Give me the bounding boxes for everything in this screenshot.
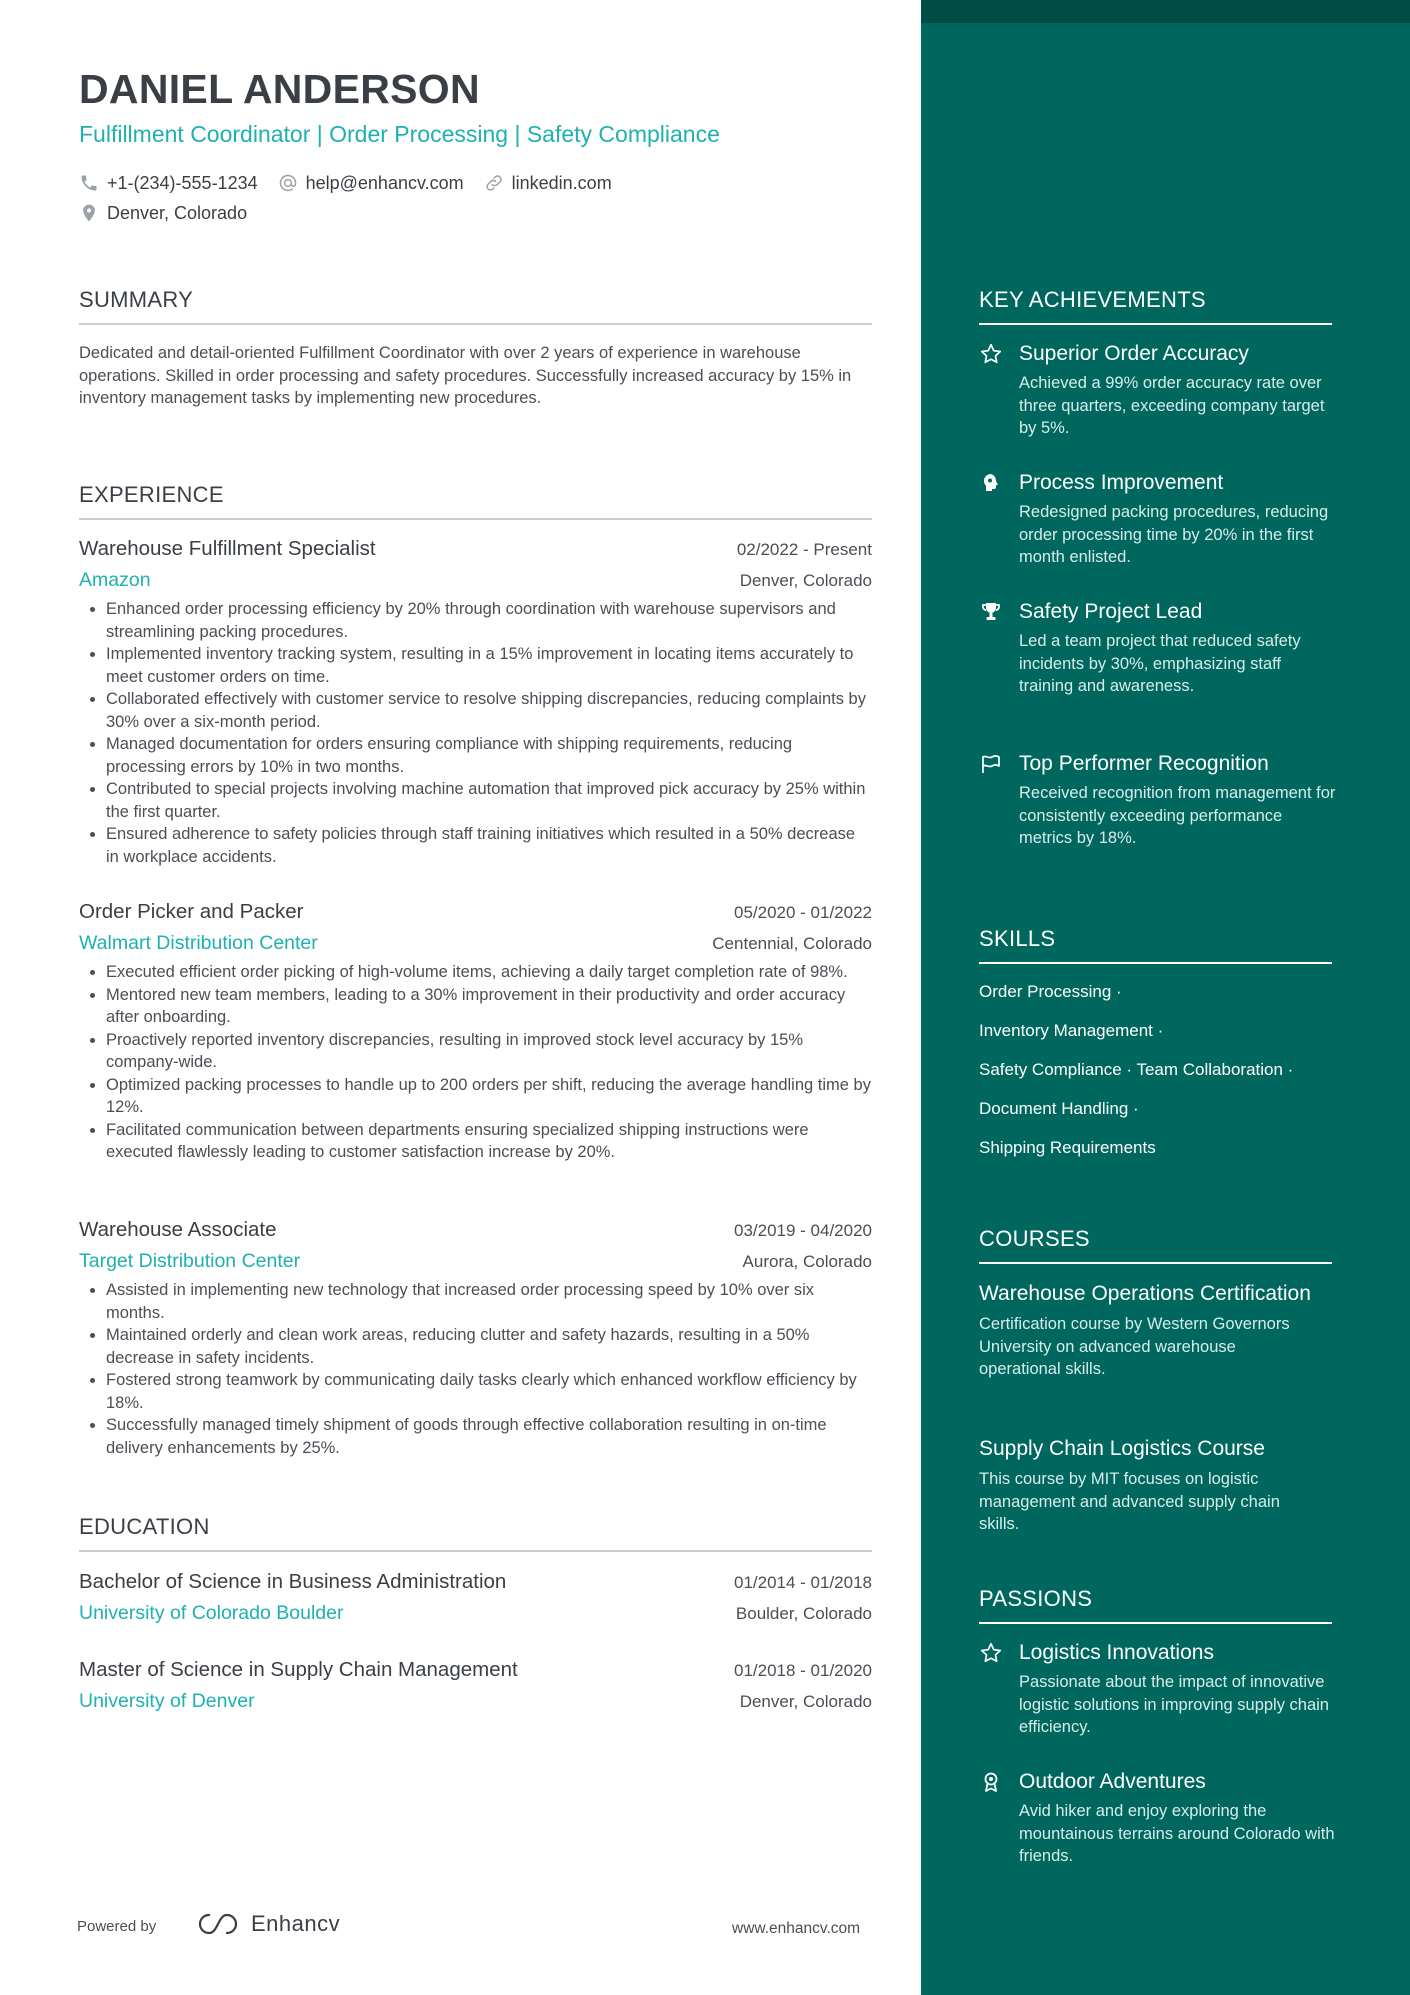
achievement-desc: Led a team project that reduced safety incidents by 30%, emphasizing staff training and awareness. — [1019, 632, 1301, 695]
link-icon — [484, 173, 504, 193]
job-bullet: • Ensured adherence to safety policies through staff training initiatives which resulted in a 50% decrease in workplace accidents. — [106, 823, 872, 868]
enhancv-logo-icon — [195, 1911, 241, 1937]
passion-title: Outdoor Adventures — [1019, 1770, 1206, 1793]
job-bullet: • Assisted in implementing new technology that increased order processing speed by 10% over six months. — [106, 1279, 872, 1324]
achievement-title: Safety Project Lead — [1019, 600, 1203, 623]
degree: Bachelor of Science in Business Administration — [79, 1570, 507, 1593]
school: University of Colorado Boulder — [79, 1602, 344, 1624]
passion-title: Logistics Innovations — [1019, 1641, 1214, 1664]
job-bullet: • Implemented inventory tracking system, resulting in a 15% improvement in locating items accurately to meet customer orders on time. — [106, 643, 872, 688]
job-bullets — [79, 961, 872, 1164]
job-bullet: • Managed documentation for orders ensuring compliance with shipping requirements, reducing processing errors by 10% in two months. — [106, 733, 872, 778]
job-company: Amazon — [79, 569, 151, 591]
location-pin-icon — [79, 203, 99, 223]
achievement-title: Superior Order Accuracy — [1019, 342, 1249, 365]
job-bullets — [79, 1279, 872, 1459]
contact-info — [79, 169, 632, 229]
contact-phone[interactable] — [79, 173, 258, 194]
job-entry — [79, 1218, 872, 1459]
job-bullets — [79, 598, 872, 868]
job-title: Order Picker and Packer — [79, 900, 304, 923]
email-text: help@enhancv.com — [305, 172, 464, 193]
job-bullet: • Fostered strong teamwork by communicating daily tasks clearly which enhanced workflow efficiency by 18%. — [106, 1369, 872, 1414]
summary-heading: SUMMARY — [79, 287, 872, 325]
job-entry — [79, 537, 872, 868]
contact-link[interactable] — [484, 173, 612, 194]
degree: Master of Science in Supply Chain Management — [79, 1658, 518, 1681]
job-location: Denver, Colorado — [739, 571, 872, 590]
job-company: Target Distribution Center — [79, 1250, 301, 1272]
location-text: Denver, Colorado — [107, 202, 248, 223]
achievement-desc: Achieved a 99% order accuracy rate over three quarters, exceeding company target by 5%. — [1019, 374, 1325, 437]
job-company: Walmart Distribution Center — [79, 932, 318, 954]
education-location: Denver, Colorado — [739, 1692, 872, 1711]
star-icon — [979, 1641, 1003, 1665]
achievement-title: Process Improvement — [1019, 471, 1224, 494]
education-dates: 01/2014 - 01/2018 — [733, 1573, 872, 1592]
job-bullet: • Enhanced order processing efficiency by 20% through coordination with warehouse supervisors and streamlining packing procedures. — [106, 598, 872, 643]
job-title: Warehouse Associate — [79, 1218, 277, 1241]
achievement-item — [979, 342, 1339, 440]
phone-text: +1-(234)-555-1234 — [107, 172, 258, 193]
course-title: Supply Chain Logistics Course — [979, 1437, 1265, 1460]
education-entry — [79, 1658, 872, 1713]
trophy-icon — [979, 600, 1003, 624]
passions-heading: PASSIONS — [979, 1586, 1332, 1624]
job-dates: 02/2022 - Present — [736, 540, 872, 559]
job-dates: 03/2019 - 04/2020 — [733, 1221, 872, 1240]
course-desc: Certification course by Western Governors University on advanced warehouse operational skills. — [979, 1315, 1290, 1378]
education-dates: 01/2018 - 01/2020 — [733, 1661, 872, 1680]
job-bullet: • Facilitated communication between departments ensuring specialized shipping instructions were executed flawlessly leading to customer satisfaction increase by 20%. — [106, 1119, 872, 1164]
courses-heading: COURSES — [979, 1226, 1332, 1264]
skill-line: Inventory Management · — [979, 1021, 1164, 1040]
achievement-desc: Redesigned packing procedures, reducing order processing time by 20% in the first month enlisted. — [1019, 503, 1329, 566]
achievement-item — [979, 600, 1339, 698]
footer-url[interactable]: www.enhancv.com — [732, 1920, 861, 1937]
education-entry — [79, 1570, 872, 1625]
medal-icon — [979, 1770, 1003, 1794]
job-bullet: • Successfully managed timely shipment of goods through effective collaboration resulting in on-time delivery enhancements by 25%. — [106, 1414, 872, 1459]
enhancv-logo[interactable] — [195, 1911, 340, 1937]
candidate-name: DANIEL ANDERSON — [79, 66, 480, 112]
skill-line: Shipping Requirements — [979, 1138, 1156, 1157]
skill-line: Document Handling · — [979, 1099, 1139, 1118]
job-bullet: • Optimized packing processes to handle up to 200 orders per shift, reducing the average handling time by 12%. — [106, 1074, 872, 1119]
job-bullet: • Mentored new team members, leading to a 30% improvement in their productivity and order accuracy after onboarding. — [106, 984, 872, 1029]
job-bullet: • Executed efficient order picking of high-volume items, achieving a daily target completion rate of 98%. — [106, 961, 872, 984]
passion-desc: Avid hiker and enjoy exploring the mountainous terrains around Colorado with friends. — [1019, 1802, 1335, 1865]
skill-line: Order Processing · — [979, 982, 1122, 1001]
course-desc: This course by MIT focuses on logistic management and advanced supply chain skills. — [979, 1470, 1280, 1533]
education-heading: EDUCATION — [79, 1514, 872, 1552]
school: University of Denver — [79, 1690, 255, 1712]
course-item — [979, 1280, 1339, 1381]
skill-line: Safety Compliance · Team Collaboration · — [979, 1060, 1294, 1079]
job-dates: 05/2020 - 01/2022 — [733, 903, 872, 922]
achievement-item — [979, 752, 1339, 850]
contact-email[interactable] — [278, 173, 464, 194]
powered-by-label: Powered by — [77, 1918, 157, 1935]
link-text: linkedin.com — [511, 172, 612, 193]
sidebar — [921, 0, 1410, 1995]
passion-item — [979, 1770, 1339, 1868]
star-icon — [979, 342, 1003, 366]
achievements-heading: KEY ACHIEVEMENTS — [979, 287, 1332, 325]
skills-list — [979, 978, 1339, 1173]
course-item — [979, 1435, 1339, 1536]
contact-location — [79, 203, 247, 224]
experience-heading: EXPERIENCE — [79, 482, 872, 520]
job-entry — [79, 900, 872, 1164]
summary-text: Dedicated and detail-oriented Fulfillment Coordinator with over 2 years of experience in warehouse operations. Skilled in order processing and safety procedures. Successfully increased accuracy by 15% in inventory management tasks by implementing new procedures. — [79, 344, 852, 407]
education-location: Boulder, Colorado — [735, 1604, 872, 1623]
job-bullet: • Maintained orderly and clean work areas, reducing clutter and safety hazards, resulting in a 50% decrease in safety incidents. — [106, 1324, 872, 1369]
sidebar-top-bar — [921, 0, 1410, 23]
achievement-item — [979, 471, 1339, 569]
passion-desc: Passionate about the impact of innovative logistic solutions in improving supply chain efficiency. — [1019, 1673, 1329, 1736]
skills-heading: SKILLS — [979, 926, 1332, 964]
flag-icon — [979, 752, 1003, 776]
brand-name: Enhancv — [251, 1911, 341, 1936]
job-bullet: • Collaborated effectively with customer service to resolve shipping discrepancies, reducing complaints by 30% over a six-month period. — [106, 688, 872, 733]
job-location: Centennial, Colorado — [712, 934, 872, 953]
passion-item — [979, 1641, 1339, 1739]
brain-icon — [979, 471, 1003, 495]
achievement-desc: Received recognition from management for consistently exceeding performance metrics by 18%. — [1019, 784, 1336, 847]
job-bullet: • Contributed to special projects involving machine automation that improved pick accuracy by 25% within the first quarter. — [106, 778, 872, 823]
job-title: Warehouse Fulfillment Specialist — [79, 537, 376, 560]
course-title: Warehouse Operations Certification — [979, 1282, 1311, 1305]
job-bullet: • Proactively reported inventory discrepancies, resulting in improved stock level accuracy by 15% company-wide. — [106, 1029, 872, 1074]
headline: Fulfillment Coordinator | Order Processing | Safety Compliance — [79, 121, 720, 147]
job-location: Aurora, Colorado — [742, 1252, 872, 1271]
phone-icon — [79, 173, 99, 193]
at-icon — [278, 173, 298, 193]
achievement-title: Top Performer Recognition — [1019, 752, 1269, 775]
